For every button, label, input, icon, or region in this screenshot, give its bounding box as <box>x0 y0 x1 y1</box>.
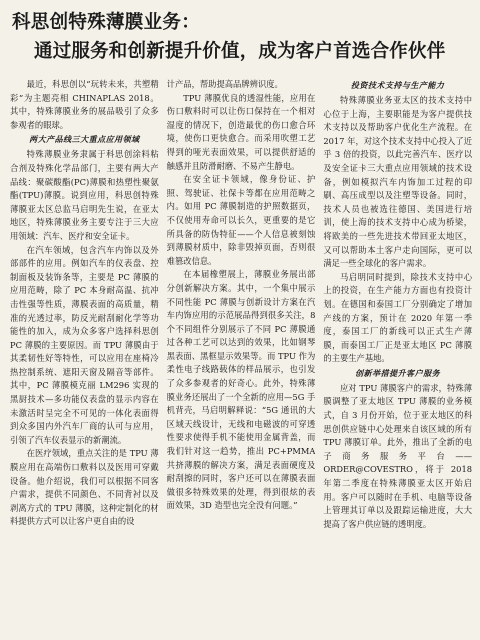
paragraph: 在医疗领域，重点关注的是 TPU 薄膜应用在高端伤口敷料以及医用可穿戴设备。他介绍说，我们可以根据不同客户需求，提供不同颜色、不同背衬以及剥离方式的 TPU 薄膜，这种定制化的材料提供方式可以让客户更自由的设 <box>10 448 159 527</box>
article-header <box>0 0 480 64</box>
paragraph: 在本届橡塑展上，薄膜业务展出部分创新解决方案。其中，一个集中展示不同性能 PC 薄膜与创新设计方案在汽车内饰应用的示范展品得到很多关注，8 个不同组件分别展示了不同 PC 薄膜通过各种工艺可以达到的效果，比如钢琴黑表面、黑框显示效果等。而 TPU 作为柔性电子线路载体的样品展示，也引发了众多参观者的好奇心。此外，特殊薄膜业务还展出了一个全新的应用—5G 手机背壳，马启明解释说：“5G 通讯的大区域天线设计，无线和电磁波的可穿透性要求使得手机不能使用金属背盖，而我们针对这一趋势，推出 PC+PMMA 共挤薄膜的解决方案，满足表面硬度及耐刮擦的同时，客户还可以在薄膜表面做很多特殊效果的处理，得到很炫的表面效果，3D 造型也完全没有问题。” <box>166 269 316 511</box>
section-heading: 两大产品线三大重点应用领域 <box>29 135 140 145</box>
paragraph: 在汽车领域，包含汽车内饰以及外部部件的应用。例如汽车的仪表盘、控制面板及装饰条等，主要是 PC 薄膜的应用范畴，除了 PC 本身耐高温、抗冲击性强等性质，薄膜表面的高质量，精准的光透过率，防反光耐刮耐化学等功能性的加入，成为众多客户选择科思创 PC 薄膜的主要原因。而 TPU 薄膜由于其柔韧性好等特性，可以应用在座椅冷热控制系统、遮阳天窗及隔音等部件。其中，PC 薄膜模克丽 LM296 实现的黑厨技术—多功能仪表盘的显示内容在未激活时呈完全不可见的一体化表面得到众多国内外汽车厂商的认可与应用，引领了汽车仪表显示的新潮流。 <box>10 244 159 445</box>
section-heading: 投资技术支持与生产能力 <box>350 81 445 90</box>
article-body <box>10 78 472 634</box>
article-subtitle: 通过服务和创新提升价值，成为客户首选合作伙伴 <box>34 41 446 62</box>
paragraph: 最近，科思创以“玩转未来，共塑精彩”为主题亮相 CHINAPLAS 2018。其中，特殊薄膜业务的展品吸引了众多参观者的眼球。 <box>10 79 159 130</box>
column-right <box>323 78 472 634</box>
section-heading: 创新举措提升客户服务 <box>355 368 441 378</box>
column-middle <box>167 78 316 634</box>
paragraph: 特殊薄膜业务亚太区的技术支持中心位于上海，主要职能是为客户提供技术支持以及帮助客户优化生产流程。在 2017 年，对这个技术支持中心投入了近乎 3 倍的投资，以此完善汽车、医疗以及安全证卡三大重点应用领域的技术设备，例如模拟汽车内饰加工过程的印刷、高压成型以及注塑等设备。同时，技术人员也被选往德国、美国进行培训，使上海的技术支持中心成为桥梁，将欧美的一些先进技术带回亚太地区，又可以帮助本土客户走向国际，更可以满足一些全球化的客户需求。 <box>323 95 473 269</box>
column-left <box>10 78 159 634</box>
paragraph: 计产品，帮助提高品牌辨识度。 <box>166 79 283 89</box>
paragraph: TPU 薄膜优良的透湿性能，应用在伤口敷料时可以让伤口保持在一个相对湿度的情况下，创造最优的伤口愈合环境，使伤口更快愈合。而采用吹塑工艺得到的哑光表面效果，可以提供舒适的触感并且防滑耐磨、不易产生静电。 <box>166 92 316 171</box>
paragraph: 在安全证卡领域，像身份证、护照、驾驶证、社保卡等都在应用范畴之内。如用 PC 薄膜制造的护照数据页，不仅使用寿命可以长久，更重要的是它所具备的防伪特征——个人信息被刻蚀到薄膜材质中，除非毁掉页面，否则很难篡改信息。 <box>166 174 316 266</box>
paragraph: 马启明同时提到，除技术支持中心上的投资，在生产能力方面也有投资计划。在德国和泰国工厂分别确定了增加产线的方案，预计在 2020 年第一季度，泰国工厂的新线可以正式生产薄膜，而泰国工厂正是亚太地区 PC 薄膜的主要生产基地。 <box>323 271 473 364</box>
article-title: 科思创特殊薄膜业务： <box>12 12 201 33</box>
paragraph: 应对 TPU 薄膜客户的需求，特殊薄膜调整了亚太地区 TPU 薄膜的业务模式，自 3 月份开始，位于亚太地区的科思创供应链中心处理来自该区域的所有 TPU 薄膜订单。此外，推出了全新的电子商务服务平台——ORDER@COVESTRO，将于 2018 年第二季度在特殊薄膜亚太区开始启用。客户可以随时在手机、电脑等设备上管理其订单以及跟踪运输进度，大大提高了客户供应链的透明度。 <box>323 382 473 529</box>
paragraph: 特殊薄膜业务隶属于科思创涂料粘合剂及特殊化学品部门，主要有两大产品线：聚碳酸酯(PC)薄膜和热塑性聚氨酯(TPU)薄膜。说到应用，科思创特殊薄膜亚太区总监马启明先生说，在亚太地区，特殊薄膜业务主要专注于三大应用领域：汽车、医疗和安全证卡。 <box>10 149 159 241</box>
